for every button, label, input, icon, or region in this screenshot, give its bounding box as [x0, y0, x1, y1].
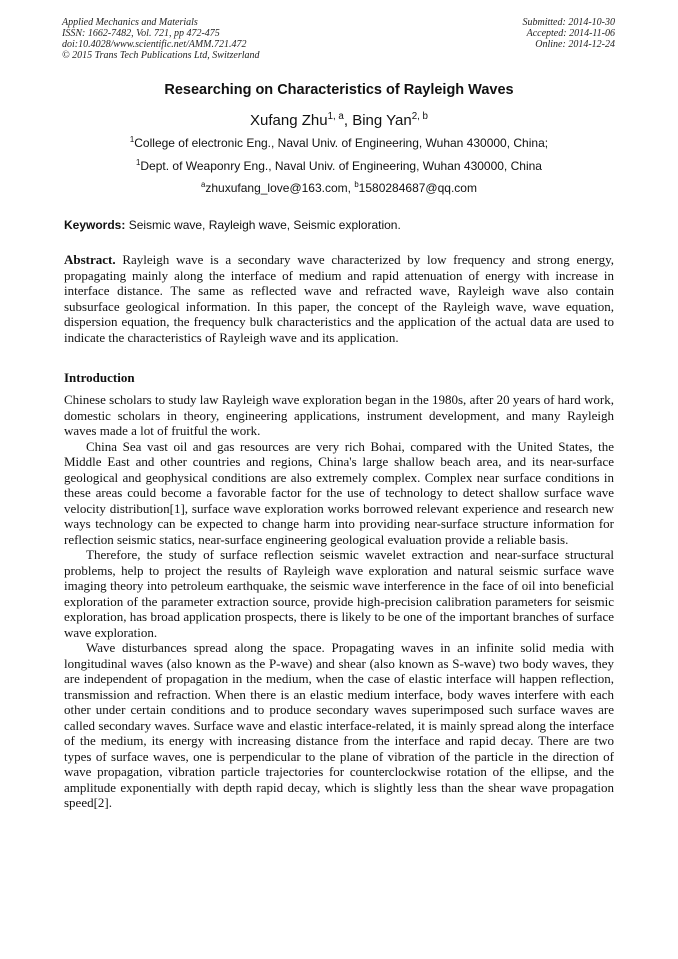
intro-paragraph: Chinese scholars to study law Rayleigh wave exploration began in the 1980s, after 20 years of hard work, domestic scholars in theory, engineering applications, instrument development, and many Rayleigh waves made a lot of fruitful the work. — [64, 392, 614, 438]
affiliation-superscript: 1 — [129, 135, 135, 144]
author-superscript: 2, b — [411, 111, 428, 122]
keywords-line — [64, 218, 401, 232]
author-list: Xufang Zhu$^{1, a}$, Bing Yan$^{2, b}$ — [250, 111, 428, 129]
abstract-text: Rayleigh wave is a secondary wave characterized by low frequency and strong energy, propagating mainly along the interface of medium and rapid attenuation of energy with increase in interface distance. The same as reflected wave and refracted wave, Rayleigh wave also contain subsurface geological information. In this paper, the concept of the Rayleigh wave, wave equation, dispersion equation, the frequency bulk characteristics and the application of the actual data are used to indicate the characteristics of Rayleigh wave and its application. — [64, 252, 615, 345]
email-superscript: a — [201, 180, 206, 189]
introduction-body — [64, 392, 614, 811]
accepted-date: Accepted: 2014-11-06 — [526, 28, 615, 39]
email-superscript: b — [354, 180, 359, 189]
affiliation-text: Dept. of Weaponry Eng., Naval Univ. of Engineering, Wuhan 430000, China — [140, 159, 542, 173]
author-name: Xufang Zhu — [250, 112, 328, 129]
section-heading: Introduction — [64, 370, 135, 385]
affiliation-2 — [0, 159, 678, 173]
intro-paragraph: Therefore, the study of surface reflection seismic wavelet extraction and near-surface structural problems, help to project the results of Rayleigh wave exploration and natural seismic surface wave imaging theory into petroleum earthquake, the seismic wave interference in the face of oil into beneficial exploration of the parameter extraction source, provide high-precision calibration parameters for seismic exploration, has broad application prospects, there is likely to be one of the important branches of surface wave exploration. — [64, 547, 614, 640]
affiliation-1 — [0, 136, 678, 150]
dates-header — [523, 17, 616, 50]
doi-line: doi:10.4028/www.scientific.net/AMM.721.472 — [62, 39, 247, 50]
author-name: Bing Yan — [352, 112, 412, 129]
abstract-label: Abstract. — [64, 252, 116, 267]
email-address: 1580284687@qq.com — [358, 181, 477, 195]
keywords-label: Keywords: — [64, 218, 126, 232]
author-superscript: 1, a — [327, 111, 344, 122]
copyright-line: © 2015 Trans Tech Publications Ltd, Switzerland — [62, 50, 260, 61]
email-address: zhuxufang_love@163.com, — [205, 181, 351, 195]
abstract-paragraph — [64, 252, 614, 345]
journal-header — [62, 17, 260, 61]
intro-paragraph: Wave disturbances spread along the space. Propagating waves in an infinite solid media with longitudinal waves (also known as the P-wave) and shear (also known as S-wave) two body waves, they are independent of propagation in the medium, when the case of elastic interface will happen reflection, transmission and refraction. When there is an elastic medium interface, body waves interfere with each other under certain conditions and to produce secondary waves superimposed such surface waves are called secondary waves. Surface wave and elastic interface-related, it is mainly spread along the interface of the medium, its energy with increasing distance from the interface and rapid decay. There are two types of surface waves, one is perpendicular to the plane of vibration of the particle in the direction of wave propagation, vibration particle trajectories for counterclockwise rotation of the ellipse, and the amplitude exponentially with depth rapid decay, which is slightly less than the shear wave propagation speed[2]. — [64, 640, 614, 810]
submitted-date: Submitted: 2014-10-30 — [522, 17, 615, 28]
issn-line: ISSN: 1662-7482, Vol. 721, pp 472-475 — [62, 28, 220, 39]
intro-paragraph: China Sea vast oil and gas resources are very rich Bohai, compared with the United States, the Middle East and other countries and regions, China's large shallow beach area, and its near-surface geological and geophysical conditions are also extremely complex. Complex near surface conditions in these areas could become a favorable factor for the use of technology to detect shallow surface wave velocity distribution[1], surface wave exploration works borrowed relevant experience and research new ways technology can be expected to change harm into providing near-surface structure information for reflection seismic statics, near-surface engineering geological evaluation provide a reliable basis. — [64, 438, 614, 547]
journal-name: Applied Mechanics and Materials — [62, 17, 198, 28]
keywords-text: Seismic wave, Rayleigh wave, Seismic exploration. — [128, 218, 401, 232]
online-date: Online: 2014-12-24 — [535, 39, 615, 50]
affiliation-superscript: 1 — [136, 158, 141, 167]
affiliation-text: College of electronic Eng., Naval Univ. of Engineering, Wuhan 430000, China; — [134, 136, 549, 150]
email-line — [0, 181, 678, 195]
paper-title: Researching on Characteristics of Rayleigh Waves — [164, 82, 514, 98]
